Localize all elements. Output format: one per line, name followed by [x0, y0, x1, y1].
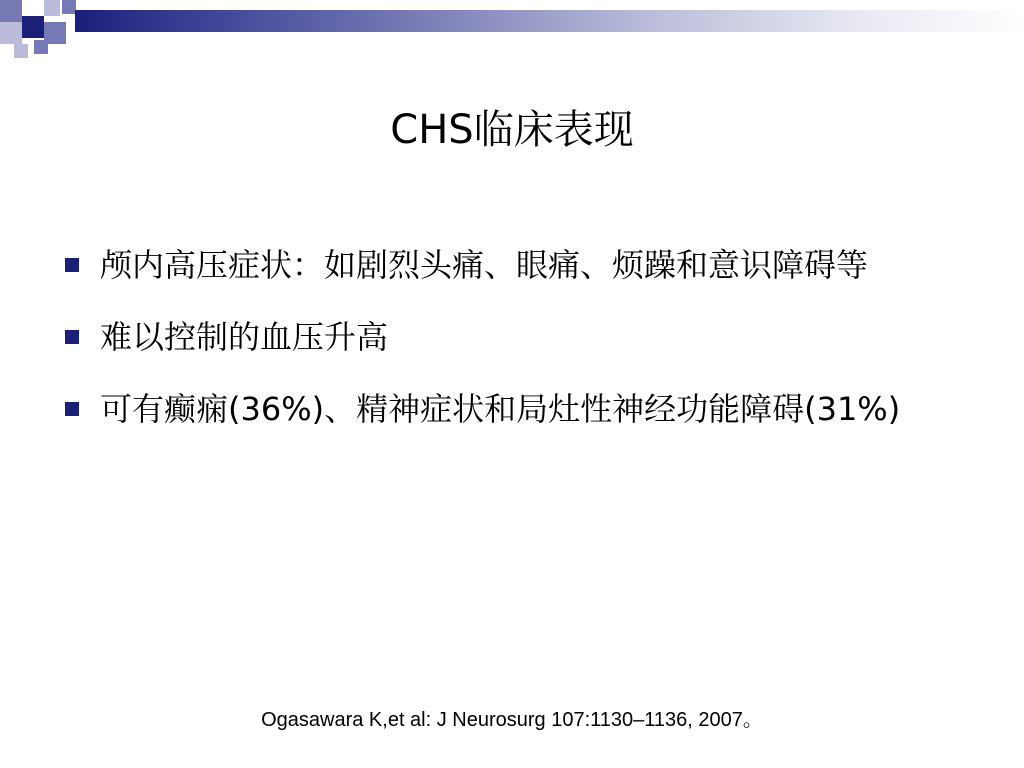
bullet-text: 难以控制的血压升高: [100, 318, 389, 356]
square-bullet-icon: [65, 402, 79, 416]
decoration-square: [62, 0, 76, 14]
bullet-item: [62, 308, 962, 366]
decoration-square: [0, 22, 22, 44]
decoration-square: [14, 44, 28, 58]
slide-title: CHS临床表现: [390, 107, 634, 153]
header-decoration: [0, 0, 1024, 64]
citation-reference: Ogasawara K,et al: J Neurosurg 107:1130–1136, 2007。: [261, 709, 763, 731]
decoration-square: [34, 40, 48, 54]
bullet-item: [62, 236, 962, 294]
square-bullet-icon: [65, 330, 79, 344]
decoration-square: [44, 0, 60, 16]
decoration-gradient-bar: [75, 10, 1024, 32]
bullet-text: 颅内高压症状：如剧烈头痛、眼痛、烦躁和意识障碍等: [100, 246, 869, 284]
decoration-square: [0, 0, 22, 22]
square-bullet-icon: [65, 258, 79, 272]
decoration-square: [22, 16, 44, 38]
bullet-text: 可有癫痫(36%)、精神症状和局灶性神经功能障碍(31%): [100, 390, 901, 428]
bullet-item: [62, 380, 962, 438]
bullet-list: [62, 236, 962, 452]
